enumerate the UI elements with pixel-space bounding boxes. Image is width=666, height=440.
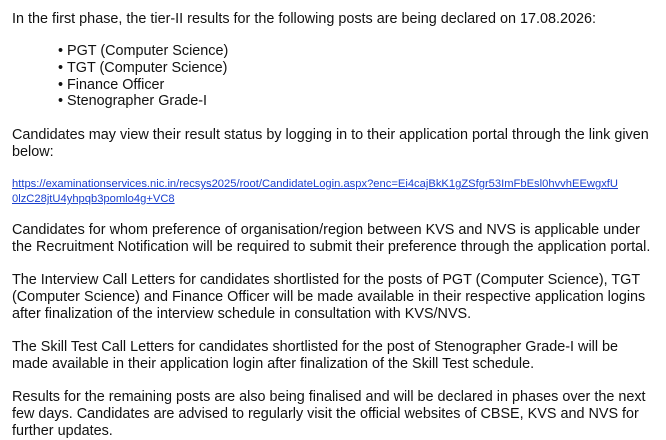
list-item xyxy=(58,77,164,94)
paragraph-line: (Computer Science) and Finance Officer will be made available in their respective application logins xyxy=(12,289,646,305)
bullet-marker: • xyxy=(58,60,64,76)
paragraph-line: Results for the remaining posts are also being finalised and will be declared in phases over the next xyxy=(12,389,646,405)
paragraph-line: Candidates may view their result status by logging in to their application portal through the link given xyxy=(12,127,649,143)
list-item xyxy=(58,60,227,77)
paragraph-line: the Recruitment Notification will be required to submit their preference through the application portal. xyxy=(12,239,651,255)
intro-text: In the first phase, the tier-II results for the following posts are being declared on 17.08.2026: xyxy=(12,11,596,27)
list-item xyxy=(58,43,228,60)
portal-link[interactable]: https://examinationservices.nic.in/recsys2025/root/CandidateLogin.aspx?enc=Ei4cajBkK1gZSfgr53ImFbEsl0hvvhEEwgxfU xyxy=(12,178,618,190)
bullet-marker: • xyxy=(58,93,64,109)
paragraph-line: The Skill Test Call Letters for candidates shortlisted for the post of Stenographer Grade-I will be xyxy=(12,339,619,355)
bullet-marker: • xyxy=(58,77,64,93)
paragraph-line: further updates. xyxy=(12,423,113,439)
paragraph-line: after finalization of the interview schedule in consultation with KVS/NVS. xyxy=(12,306,472,322)
paragraph-line: few days. Candidates are advised to regularly visit the official websites of CBSE, KVS and NVS for xyxy=(12,406,639,422)
paragraph-line: below: xyxy=(12,144,54,160)
post-name: PGT (Computer Science) xyxy=(67,43,229,59)
post-name: Finance Officer xyxy=(67,77,165,93)
post-name: Stenographer Grade-I xyxy=(67,93,207,109)
bullet-marker: • xyxy=(58,43,64,59)
paragraph-line: made available in their application login after finalization of the Skill Test schedule. xyxy=(12,356,535,372)
paragraph-line: The Interview Call Letters for candidates shortlisted for the posts of PGT (Computer Science), TGT xyxy=(12,272,641,288)
paragraph-line: Candidates for whom preference of organisation/region between KVS and NVS is applicable under xyxy=(12,222,640,238)
post-name: TGT (Computer Science) xyxy=(67,60,228,76)
portal-link[interactable]: 0lzC28jtU4yhpqb3pomlo4g+VC8 xyxy=(12,193,175,205)
list-item xyxy=(58,93,207,110)
